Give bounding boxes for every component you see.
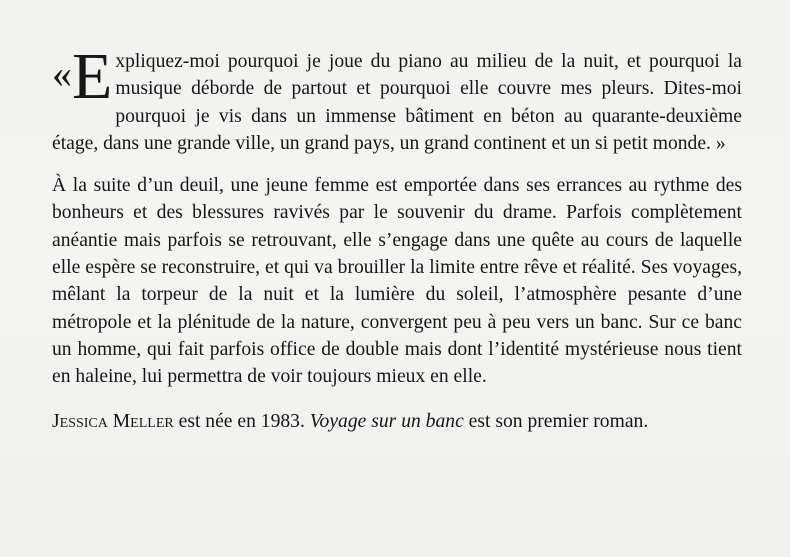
open-guillemet: « [52, 51, 72, 96]
author-birth-text: est née en 1983. [173, 410, 310, 432]
summary-paragraph: À la suite d’un deuil, une jeune femme est emportée dans ses errances au rythme des bonheurs et des blessures ravivés par le souvenir du drame. Parfois complètement anéantie mais parfois se retrouvant, elle s’engage dans une quête au cours de laquelle elle espère se reconstruire, et qui va brouiller la limite entre rêve et réalité. Ses voyages, mêlant la torpeur de la nuit et la lumière du soleil, l’atmosphère pesante d’une métropole et la plénitude de la nature, convergent peu à peu vers un banc. Sur ce banc un homme, qui fait parfois office de double mais dont l’identité mystérieuse nous tient en haleine, lui permettra de voir toujours mieux en elle. [52, 175, 742, 388]
author-name: Jessica Meller [52, 410, 174, 432]
book-title: Voyage sur un banc [309, 410, 464, 432]
drop-cap-letter: E [72, 40, 113, 113]
quote-text: xpliquez-moi pourquoi je joue du piano au milieu de la nuit, et pourquoi la musique déborde de partout et pourquoi elle couvre mes pleurs. Dites-moi pourquoi je vis dans un immense bâtiment en béton au quarante-deuxième étage, dans une grande ville, un grand pays, un grand continent et un si petit monde. » [52, 51, 742, 154]
opening-quote [52, 40, 742, 157]
drop-cap-group [52, 40, 113, 113]
back-cover-text [52, 40, 742, 435]
author-closing-text: est son premier roman. [463, 410, 649, 432]
author-line [52, 408, 742, 435]
